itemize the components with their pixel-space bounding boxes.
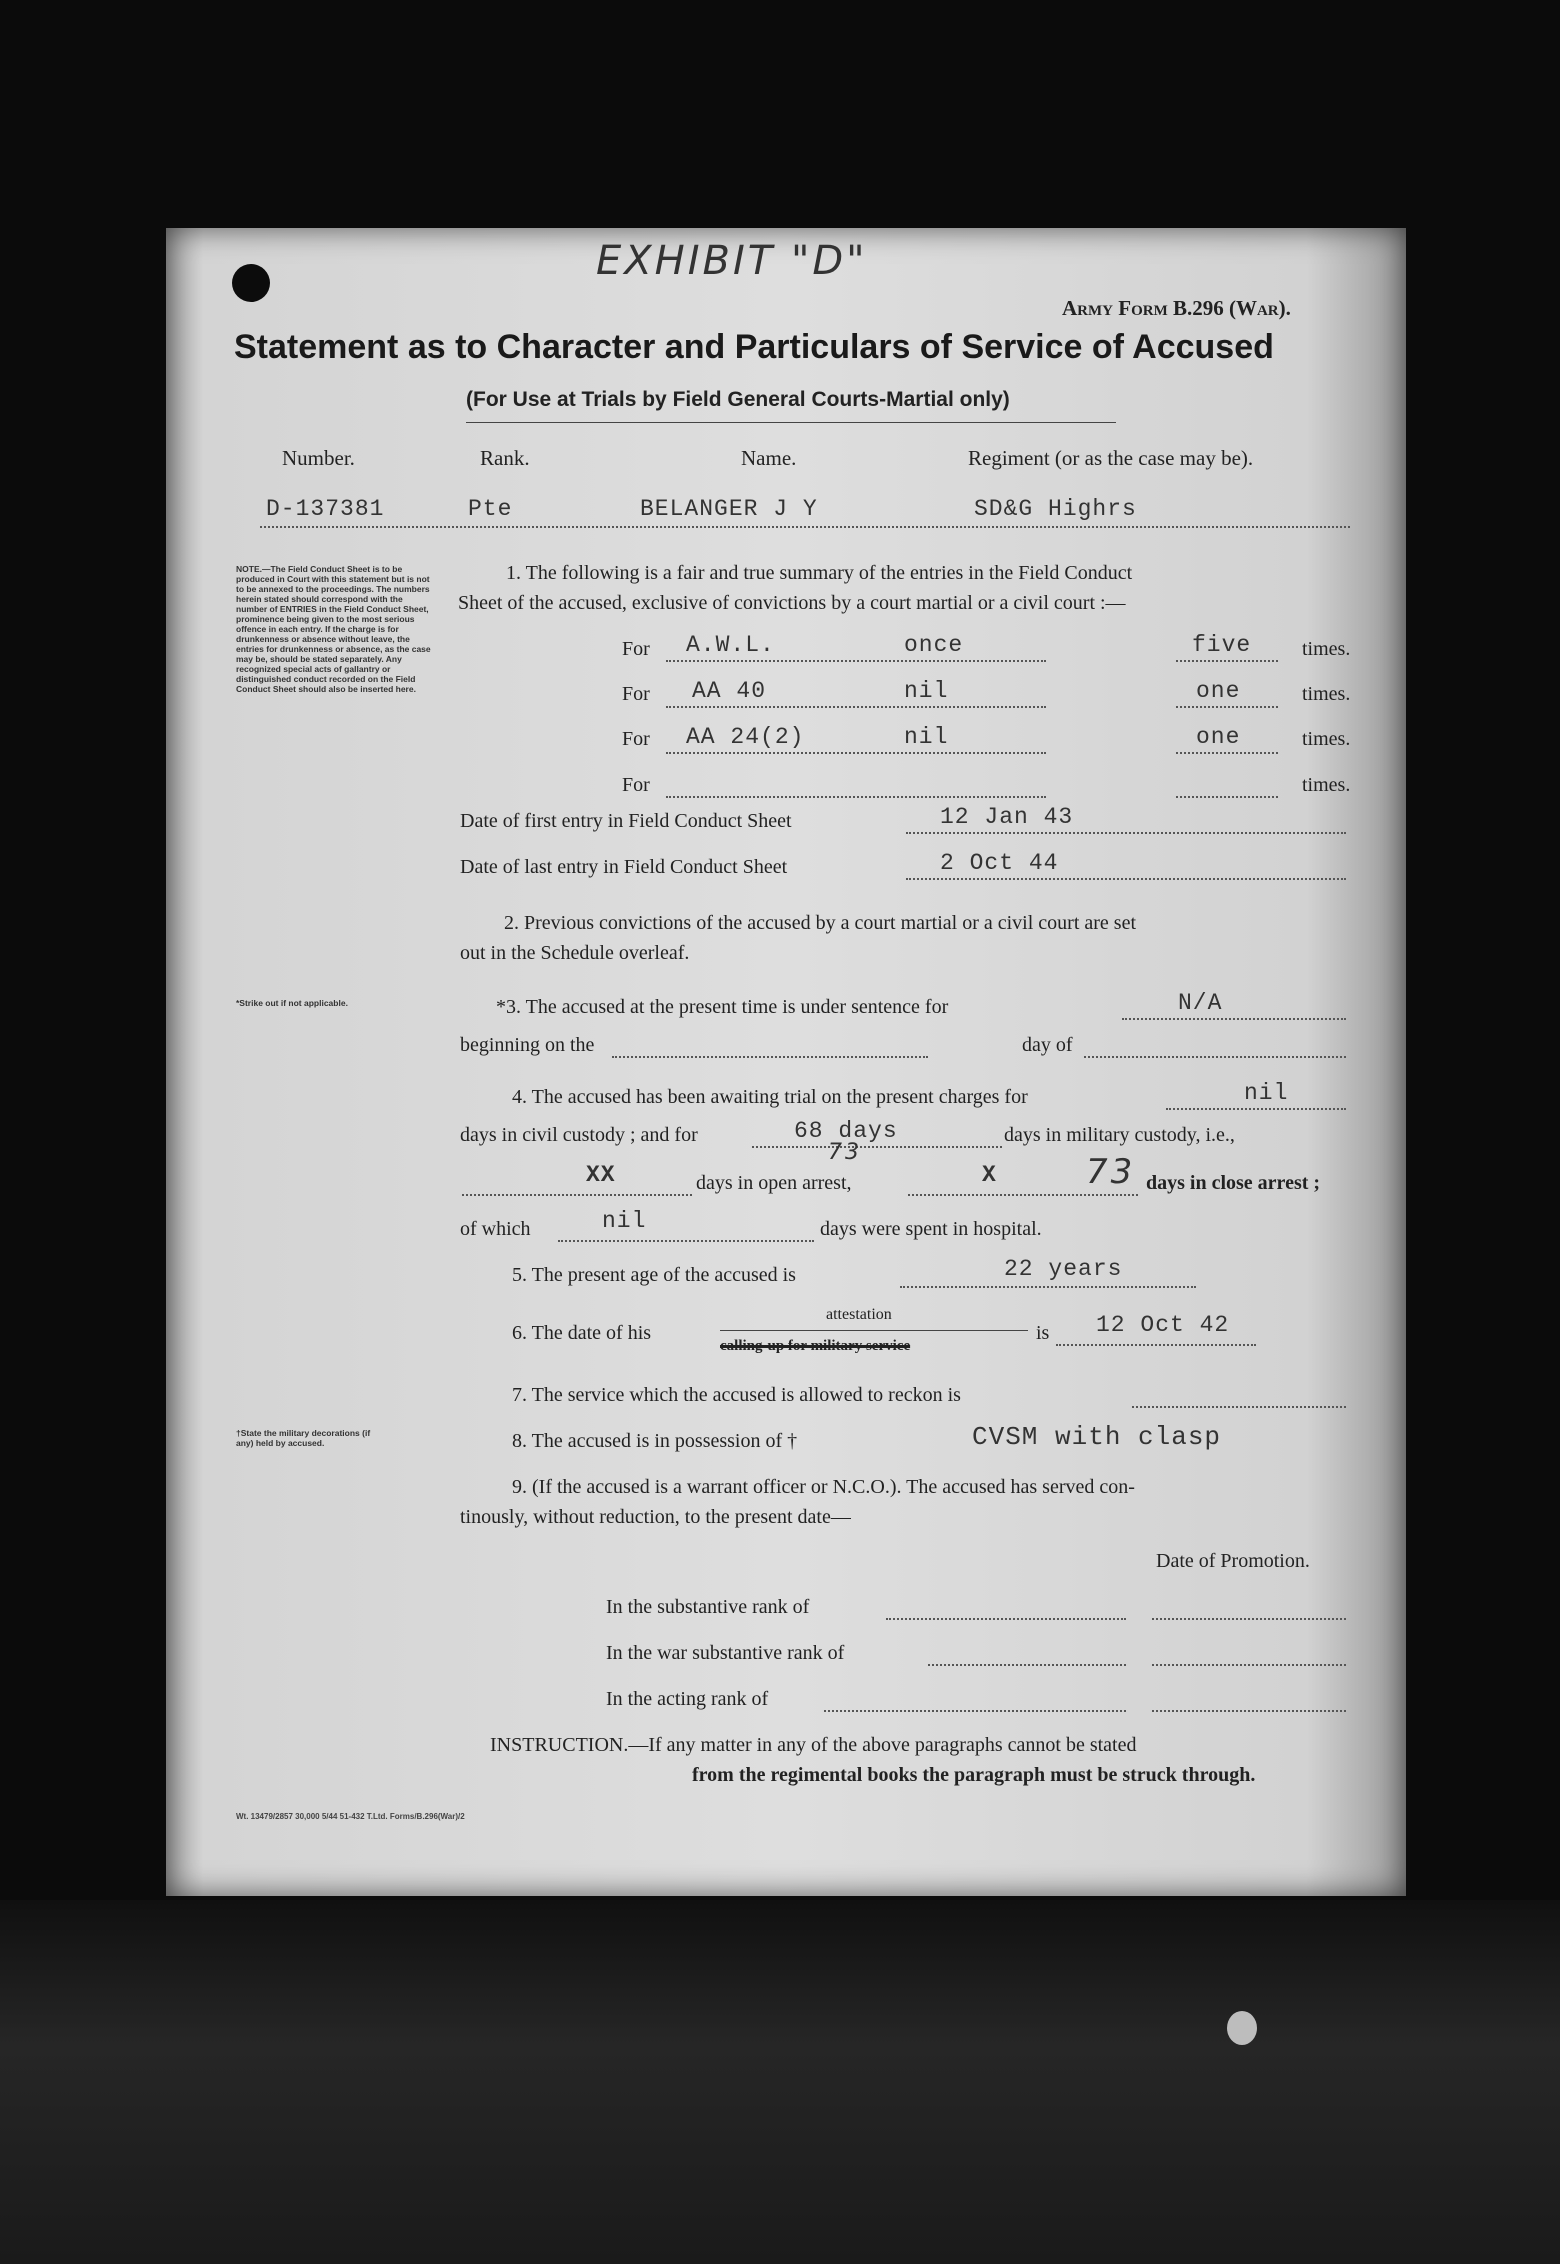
para4-line2b: days in military custody, i.e., [1004, 1124, 1235, 1146]
count-dots-4 [1176, 796, 1278, 798]
punch-hole [232, 264, 270, 302]
para1-line2: Sheet of the accused, exclusive of convictions by a court martial or a civil court :— [458, 592, 1126, 614]
count-mid-3: nil [904, 724, 949, 750]
attestation-date-value: 12 Oct 42 [1096, 1312, 1230, 1338]
substantive-date-dots [1152, 1618, 1346, 1620]
last-entry-label: Date of last entry in Field Conduct Sheet [460, 856, 788, 878]
para6-label: 6. The date of his [512, 1322, 652, 1344]
acting-date-dots [1152, 1710, 1346, 1712]
para3-value: N/A [1178, 990, 1223, 1016]
age-value: 22 years [1004, 1256, 1123, 1282]
offence-3: AA 24(2) [686, 724, 805, 750]
page-title: Statement as to Character and Particulars of Service of Accused [234, 328, 1274, 366]
para3-line2b: day of [1022, 1034, 1073, 1056]
open-arrest-label: days in open arrest, [696, 1172, 852, 1194]
para4-line1: 4. The accused has been awaiting trial on the present charges for [512, 1086, 1028, 1108]
accused-regiment: SD&G Highrs [974, 496, 1137, 522]
form-number: Army Form B.296 (War). [1062, 296, 1291, 320]
for-label-1: For [622, 638, 650, 660]
for-dots-2 [666, 706, 1046, 708]
para3-dots-3 [1084, 1056, 1346, 1058]
first-entry-label: Date of first entry in Field Conduct Sheet [460, 810, 792, 832]
para6-option-top: attestation [826, 1306, 892, 1323]
para2-line2: out in the Schedule overleaf. [460, 942, 690, 964]
para1-line1: 1. The following is a fair and true summary of the entries in the Field Conduct [506, 562, 1133, 584]
para6-fraction-line [720, 1330, 1028, 1331]
count-dots-3 [1176, 752, 1278, 754]
para5-dots [900, 1286, 1196, 1288]
para4-dots-5 [558, 1240, 814, 1242]
side-note: NOTE.—The Field Conduct Sheet is to be produced in Court with this statement but is not to be annexed to the proceedings. The numbers herein stated should correspond with the number of ENTRIES in the Field Conduct Sheet, prominence being given to the most serious offence in each entry. If the charge is for drunkenness or absence without leave, the entries for drunkenness or absence, as the case may be, should be stated separately. Any recognized special acts of gallantry or distinguished conduct recorded on the Field Conduct Sheet should also be inserted here. [236, 564, 431, 694]
accused-number: D-137381 [266, 496, 385, 522]
column-header-number: Number. [282, 446, 355, 470]
accused-rank: Pte [468, 496, 513, 522]
for-label-2: For [622, 683, 650, 705]
para3-dots-2 [612, 1056, 928, 1058]
para7-dots [1132, 1406, 1346, 1408]
for-dots-4 [666, 796, 1046, 798]
para4-line4a: of which [460, 1218, 531, 1240]
substantive-rank-label: In the substantive rank of [606, 1596, 810, 1618]
print-code: Wt. 13479/2857 30,000 5/44 51-432 T.Ltd. Forms/B.296(War)/2 [236, 1812, 465, 1821]
close-arrest-label: days in close arrest ; [1146, 1172, 1321, 1194]
close-arrest-correction: 73 [1086, 1152, 1136, 1192]
para8-label: 8. The accused is in possession of † [512, 1430, 798, 1452]
civil-custody-value: nil [1244, 1080, 1289, 1106]
acting-rank-label: In the acting rank of [606, 1688, 769, 1710]
first-entry-dots [906, 832, 1346, 834]
count-mid-1: once [904, 632, 964, 658]
hospital-value: nil [602, 1208, 647, 1234]
page-subtitle: (For Use at Trials by Field General Courts-Martial only) [466, 388, 1010, 411]
column-header-regiment: Regiment (or as the case may be). [968, 446, 1254, 470]
para7-label: 7. The service which the accused is allowed to reckon is [512, 1384, 961, 1406]
para4-line2a: days in civil custody ; and for [460, 1124, 698, 1146]
offence-2: AA 40 [692, 678, 767, 704]
last-entry-value: 2 Oct 44 [940, 850, 1059, 876]
para3-line1: *3. The accused at the present time is under sentence for [496, 996, 949, 1018]
for-label-4: For [622, 774, 650, 796]
military-custody-correction: 73 [828, 1140, 862, 1165]
exhibit-label: EXHIBIT "D" [596, 238, 868, 284]
accused-row-dots [260, 526, 1350, 528]
decorations-note: †State the military decorations (if any) held by accused. [236, 1428, 371, 1448]
times-label-3: times. [1302, 728, 1351, 750]
open-arrest-value: XX [586, 1162, 616, 1188]
acting-rank-dots [824, 1710, 1126, 1712]
para3-line2a: beginning on the [460, 1034, 595, 1056]
accused-name: BELANGER J Y [640, 496, 818, 522]
para4-dots-2 [752, 1146, 1002, 1148]
for-dots-1 [666, 660, 1046, 662]
count-2: one [1196, 678, 1241, 704]
para5-label: 5. The present age of the accused is [512, 1264, 796, 1286]
war-substantive-rank-label: In the war substantive rank of [606, 1642, 845, 1664]
column-header-name: Name. [741, 446, 797, 470]
last-entry-dots [906, 878, 1346, 880]
for-dots-3 [666, 752, 1046, 754]
para6-dots [1056, 1344, 1256, 1346]
first-entry-value: 12 Jan 43 [940, 804, 1074, 830]
for-label-3: For [622, 728, 650, 750]
para6-is-label: is [1036, 1322, 1050, 1344]
war-substantive-rank-dots [928, 1664, 1126, 1666]
instruction-line2: from the regimental books the paragraph must be struck through. [692, 1764, 1256, 1786]
offence-1: A.W.L. [686, 632, 775, 658]
count-dots-2 [1176, 706, 1278, 708]
times-label-4: times. [1302, 774, 1351, 796]
count-dots-1 [1176, 660, 1278, 662]
para9-line1: 9. (If the accused is a warrant officer or N.C.O.). The accused has served con- [512, 1476, 1135, 1498]
para3-dots-1 [1122, 1018, 1346, 1020]
count-1: five [1192, 632, 1252, 658]
para6-option-bottom: calling-up for military service [720, 1338, 911, 1354]
para9-line2: tinously, without reduction, to the present date— [460, 1506, 851, 1528]
count-mid-2: nil [904, 678, 949, 704]
para4-line4b: days were spent in hospital. [820, 1218, 1042, 1240]
military-custody-value: 68 days [794, 1118, 898, 1144]
times-label-2: times. [1302, 683, 1351, 705]
subtitle-underline [466, 422, 1116, 423]
para4-dots-4 [908, 1194, 1138, 1196]
times-label-1: times. [1302, 638, 1351, 660]
scan-hole [1227, 2011, 1257, 2045]
strike-note: *Strike out if not applicable. [236, 998, 348, 1008]
count-3: one [1196, 724, 1241, 750]
instruction-line1: INSTRUCTION.—If any matter in any of the above paragraphs cannot be stated [490, 1734, 1137, 1756]
substantive-rank-dots [886, 1618, 1126, 1620]
scanner-background [0, 1900, 1560, 2264]
para4-dots-3 [462, 1194, 692, 1196]
war-substantive-date-dots [1152, 1664, 1346, 1666]
promotion-header: Date of Promotion. [1156, 1550, 1310, 1572]
document-page [166, 228, 1406, 1896]
decorations-value: CVSM with clasp [972, 1422, 1222, 1452]
para2-line1: 2. Previous convictions of the accused by a court martial or a civil court are set [504, 912, 1137, 934]
column-header-rank: Rank. [480, 446, 530, 470]
para4-dots-1 [1166, 1108, 1346, 1110]
close-arrest-value: X [982, 1162, 997, 1188]
